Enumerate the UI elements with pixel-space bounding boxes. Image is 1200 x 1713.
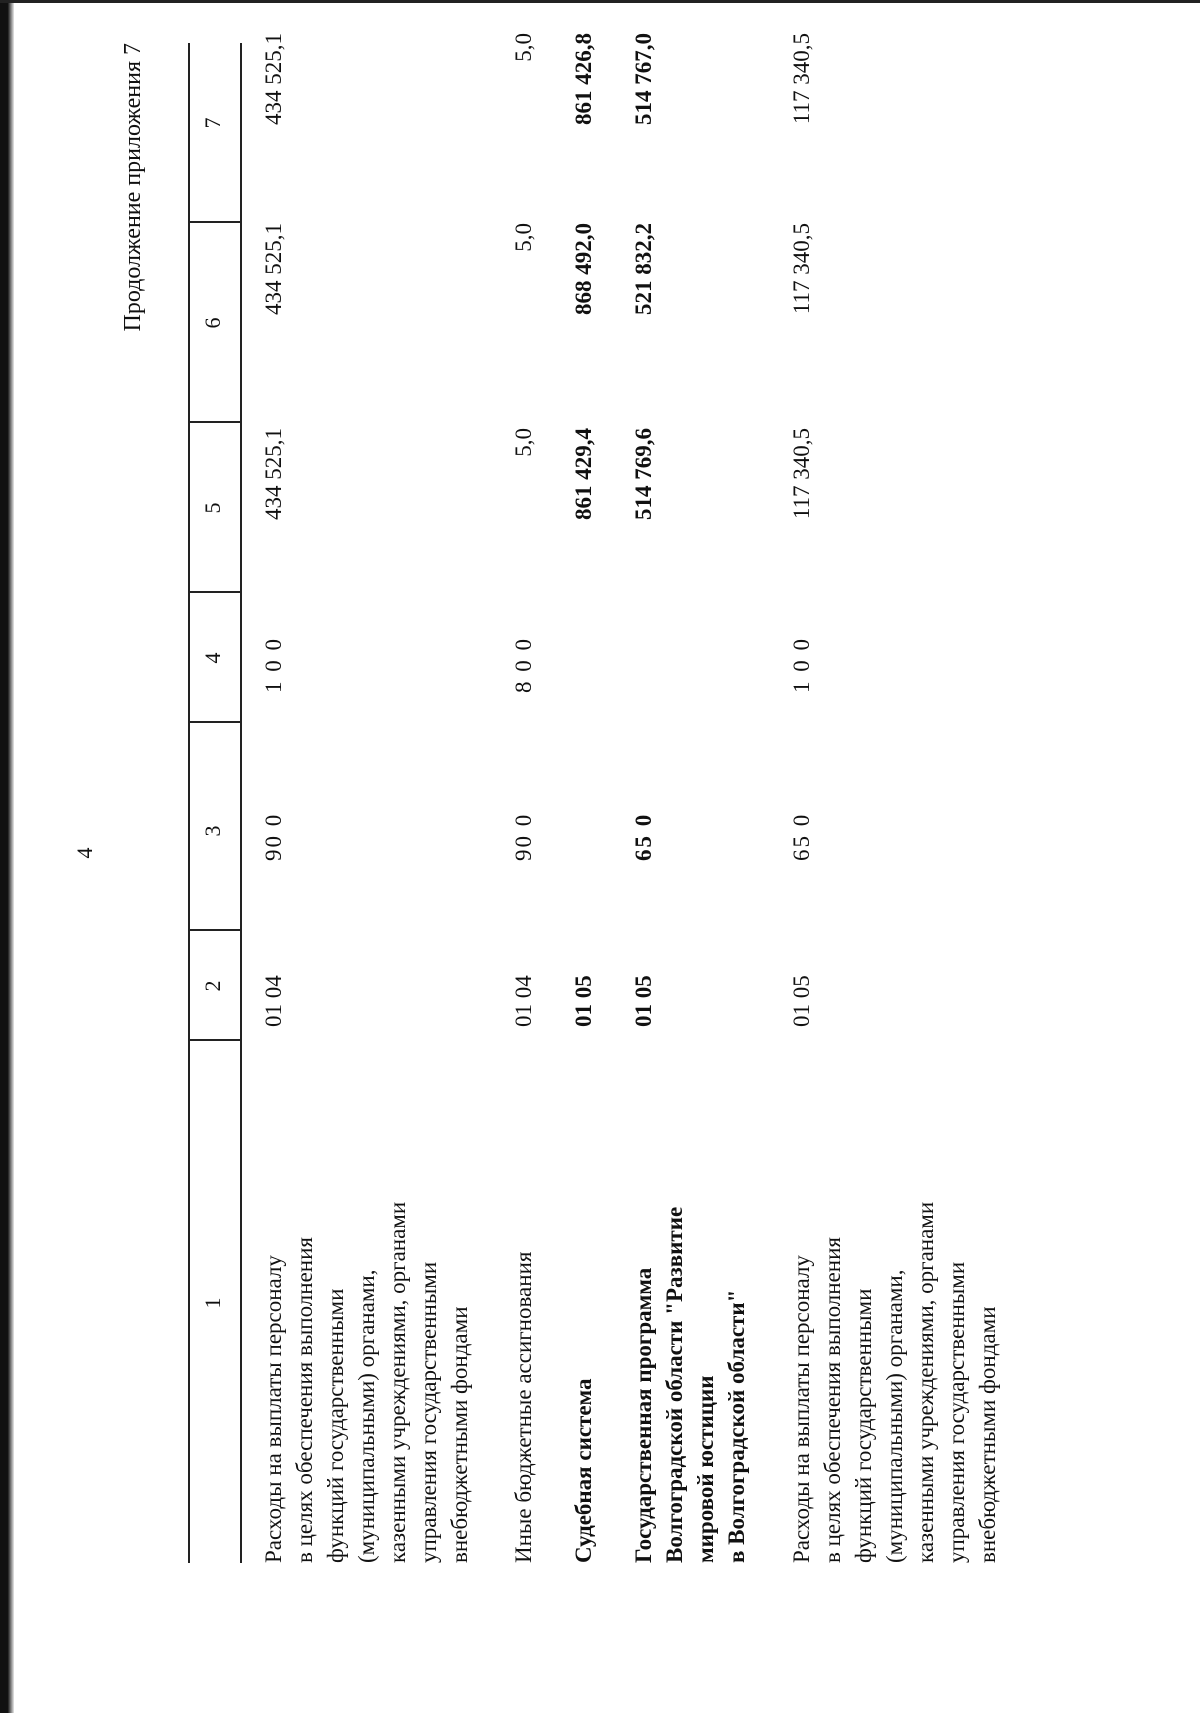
description-line: в целях обеспечения выполнения bbox=[292, 1237, 317, 1563]
expense-type-code: 1 0 0 bbox=[261, 637, 286, 693]
program-code: 90 0 bbox=[511, 812, 536, 861]
description-line: внебюджетными фондами bbox=[447, 1306, 472, 1563]
column-header-5: 5 bbox=[200, 502, 225, 514]
amount-col7: 434 525,1 bbox=[261, 33, 286, 125]
column-divider bbox=[188, 422, 240, 424]
description-line: функций государственными bbox=[851, 1288, 876, 1563]
expense-type-code: 8 0 0 bbox=[511, 637, 536, 693]
program-code: 90 0 bbox=[261, 812, 286, 861]
amount-col7: 117 340,5 bbox=[789, 33, 814, 125]
amount-col5: 861 429,4 bbox=[571, 428, 596, 520]
program-code: 65 0 bbox=[631, 812, 656, 861]
section-code: 01 05 bbox=[571, 975, 596, 1027]
column-header-3: 3 bbox=[200, 825, 225, 837]
column-header-2: 2 bbox=[200, 980, 225, 992]
amount-col5: 117 340,5 bbox=[789, 428, 814, 520]
column-header-7: 7 bbox=[200, 117, 225, 129]
description-line: Иные бюджетные ассигнования bbox=[511, 1251, 536, 1563]
row-description bbox=[628, 1003, 752, 1563]
column-divider bbox=[188, 722, 240, 724]
column-divider bbox=[188, 592, 240, 594]
amount-col7: 5,0 bbox=[511, 33, 536, 62]
amount-col5: 514 769,6 bbox=[631, 428, 656, 520]
description-line: управления государственными bbox=[416, 1261, 441, 1563]
column-header-1: 1 bbox=[200, 1297, 225, 1309]
amount-col6: 117 340,5 bbox=[789, 223, 814, 315]
description-line: Судебная система bbox=[571, 1378, 596, 1563]
continuation-title: Продолжение приложения 7 bbox=[120, 43, 146, 332]
amount-col6: 5,0 bbox=[511, 223, 536, 252]
description-line: казенными учреждениями, органами bbox=[913, 1201, 938, 1563]
section-code: 01 04 bbox=[261, 975, 286, 1027]
row-description bbox=[258, 1003, 475, 1563]
page-number: 4 bbox=[72, 847, 97, 859]
description-line: Государственная программа bbox=[631, 1267, 656, 1563]
section-code: 01 04 bbox=[511, 975, 536, 1027]
program-code: 65 0 bbox=[789, 812, 814, 861]
description-line: функций государственными bbox=[323, 1288, 348, 1563]
header-bottom-rule bbox=[240, 43, 242, 1563]
header-top-rule bbox=[188, 43, 190, 1563]
description-line: мировой юстиции bbox=[693, 1375, 718, 1563]
description-line: в Волгоградской области" bbox=[724, 1289, 749, 1563]
amount-col6: 868 492,0 bbox=[571, 223, 596, 315]
description-line: (муниципальными) органами, bbox=[354, 1269, 379, 1563]
description-line: казенными учреждениями, органами bbox=[385, 1201, 410, 1563]
amount-col5: 5,0 bbox=[511, 428, 536, 457]
section-code: 01 05 bbox=[789, 975, 814, 1027]
row-description bbox=[508, 1003, 539, 1563]
column-header-6: 6 bbox=[200, 317, 225, 329]
row-description bbox=[786, 1003, 1003, 1563]
column-divider bbox=[188, 930, 240, 932]
column-divider bbox=[188, 1040, 240, 1042]
expense-type-code: 1 0 0 bbox=[789, 637, 814, 693]
description-line: Волгоградской области "Развитие bbox=[662, 1206, 687, 1563]
description-line: внебюджетными фондами bbox=[975, 1306, 1000, 1563]
amount-col6: 521 832,2 bbox=[631, 223, 656, 315]
description-line: Расходы на выплаты персоналу bbox=[789, 1255, 814, 1563]
amount-col5: 434 525,1 bbox=[261, 428, 286, 520]
column-header-4: 4 bbox=[200, 652, 225, 664]
column-divider bbox=[188, 222, 240, 224]
description-line: Расходы на выплаты персоналу bbox=[261, 1255, 286, 1563]
description-line: (муниципальными) органами, bbox=[882, 1269, 907, 1563]
row-description bbox=[568, 1003, 599, 1563]
amount-col7: 514 767,0 bbox=[631, 33, 656, 125]
description-line: в целях обеспечения выполнения bbox=[820, 1237, 845, 1563]
amount-col6: 434 525,1 bbox=[261, 223, 286, 315]
description-line: управления государственными bbox=[944, 1261, 969, 1563]
amount-col7: 861 426,8 bbox=[571, 33, 596, 125]
section-code: 01 05 bbox=[631, 975, 656, 1027]
